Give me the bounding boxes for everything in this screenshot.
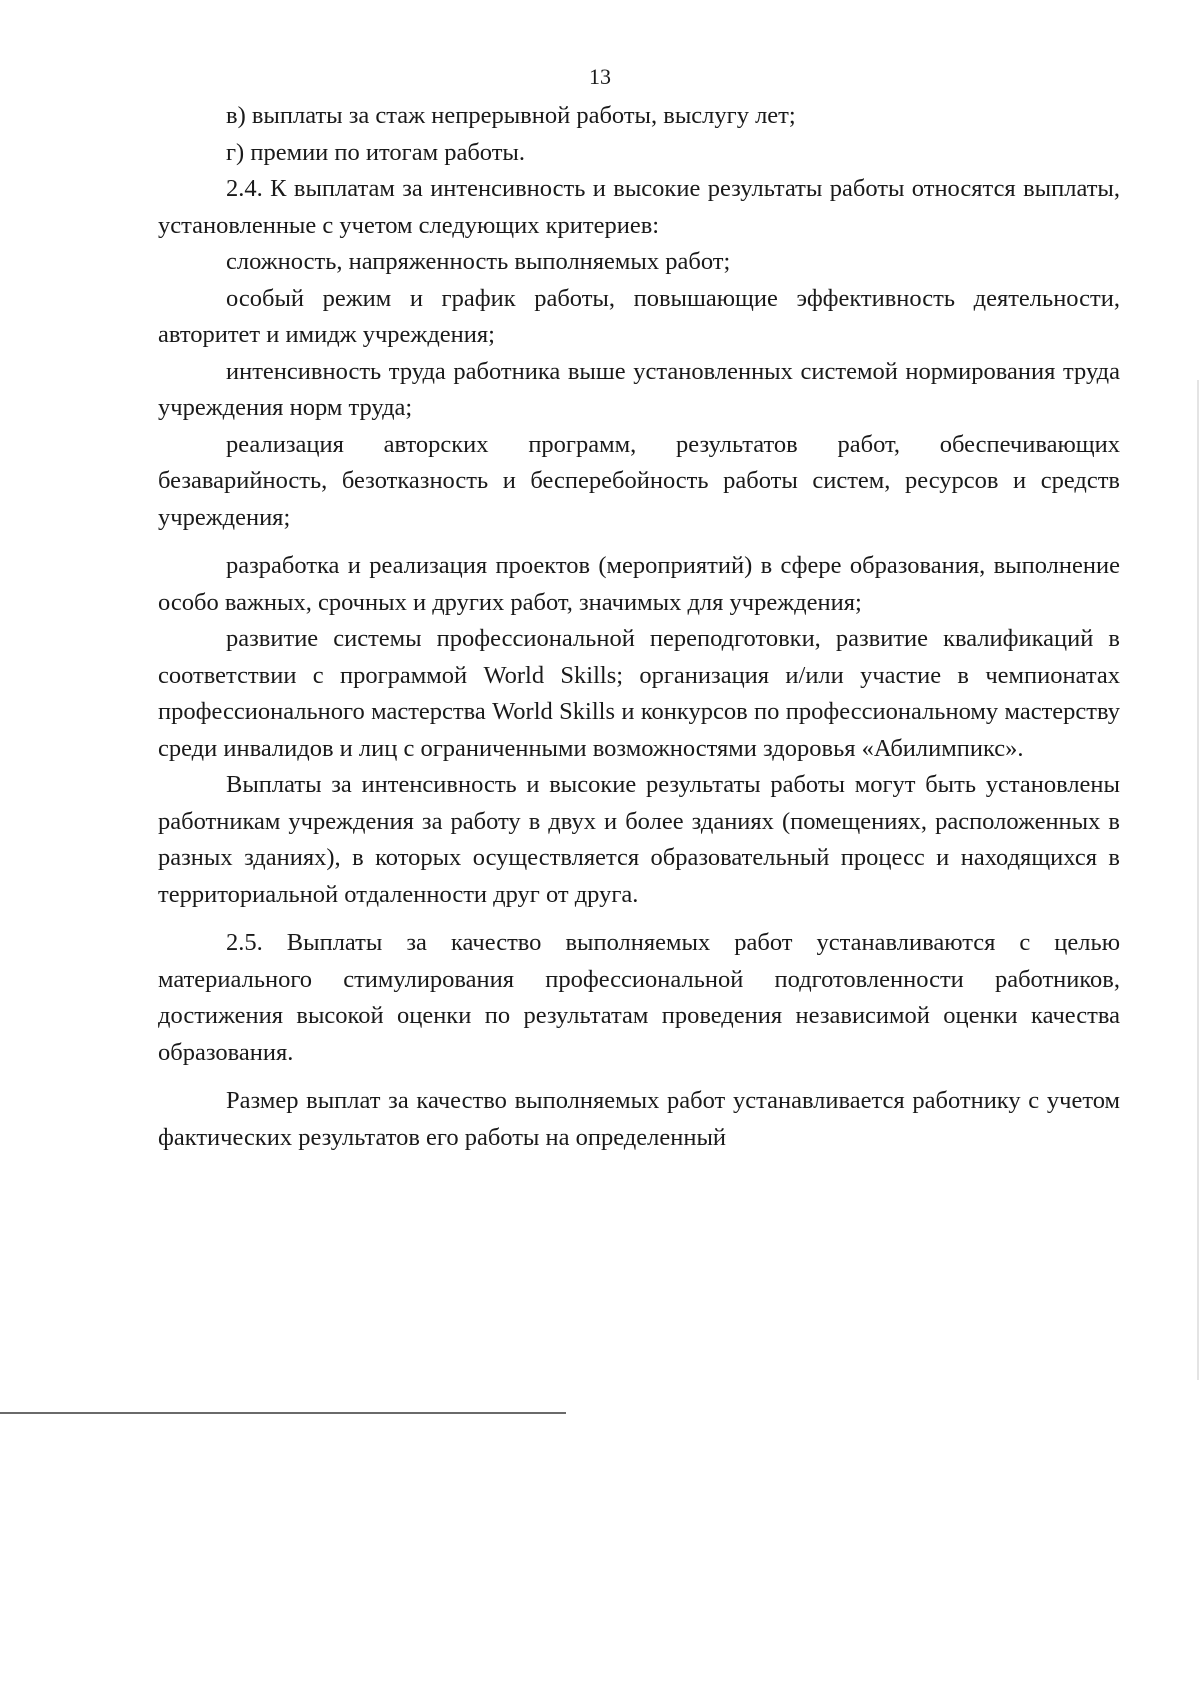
paragraph-section-2-4: 2.4. К выплатам за интенсивность и высокие результаты работы относятся выплаты, установленные с учетом следующих критериев: <box>158 175 1120 239</box>
paragraph-criterion-projects: разработка и реализация проектов (мероприятий) в сфере образования, выполнение особо важных, срочных и других работ, значимых для учреждения; <box>158 552 1120 616</box>
paragraph-quality-amount: Размер выплат за качество выполняемых работ устанавливается работнику с учетом фактических результатов его работы на определенный <box>158 1087 1120 1151</box>
paragraph-criterion-special-mode: особый режим и график работы, повышающие эффективность деятельности, авторитет и имидж учреждения; <box>158 284 1120 348</box>
paragraph-item-v: в) выплаты за стаж непрерывной работы, выслугу лет; <box>226 102 796 129</box>
page-number: 13 <box>589 64 611 89</box>
paragraph-section-2-5: 2.5. Выплаты за качество выполняемых работ устанавливаются с целью материального стимулирования профессиональной подготовленности работников, достижения высокой оценки по результатам проведения независимой оценки качества образования. <box>158 929 1120 1066</box>
paragraph-criterion-author-programs: реализация авторских программ, результатов работ, обеспечивающих безаварийность, безотказность и бесперебойность работы систем, ресурсов и средств учреждения; <box>158 430 1120 531</box>
paragraph-criterion-complexity: сложность, напряженность выполняемых работ; <box>226 248 731 275</box>
paragraph-multiple-buildings: Выплаты за интенсивность и высокие результаты работы могут быть установлены работникам учреждения за работу в двух и более зданиях (помещениях, расположенных в разных зданиях), в которых осуществляется образовательный процесс и находящихся в территориальной отдаленности друг от друга. <box>158 771 1120 908</box>
footnote-divider <box>0 1412 566 1414</box>
paragraph-criterion-intensity: интенсивность труда работника выше установленных системой нормирования труда учреждения норм труда; <box>158 357 1120 421</box>
paragraph-criterion-world-skills: развитие системы профессиональной переподготовки, развитие квалификаций в соответствии с программой World Skills; организация и/или участие в чемпионатах профессионального мастерства World Skills и конкурсов по профессиональному мастерству среди инвалидов и лиц с ограниченными возможностями здоровья «Абилимпикс». <box>158 625 1120 762</box>
scan-edge-line <box>1197 380 1199 1380</box>
paragraph-item-g: г) премии по итогам работы. <box>226 138 526 166</box>
document-body <box>158 98 1120 1156</box>
